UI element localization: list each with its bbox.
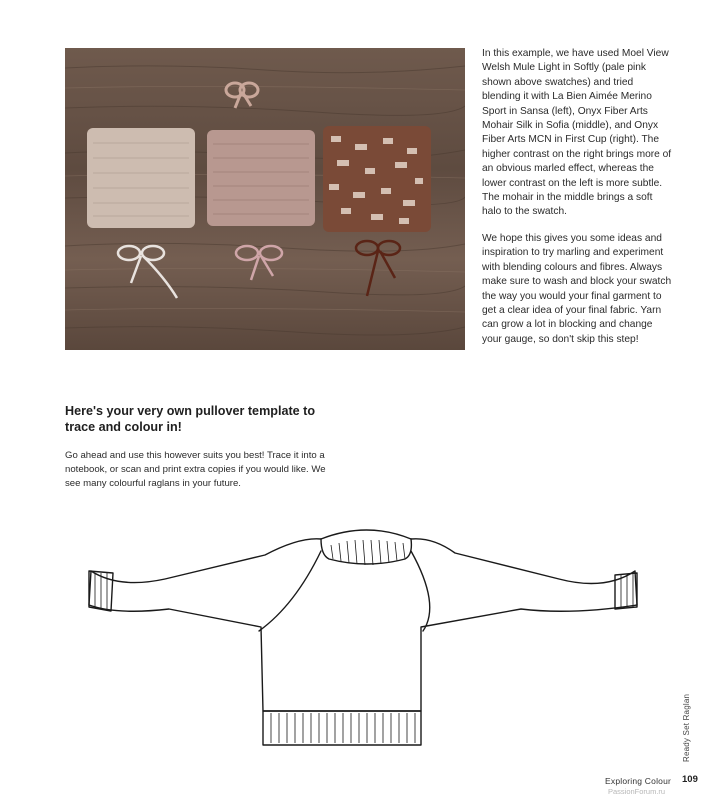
- swatches-photo: [65, 48, 465, 350]
- yarn-bow-left: [118, 246, 177, 298]
- swatch-middle: [207, 130, 315, 226]
- footer-section-title: Exploring Colour: [605, 776, 672, 786]
- template-heading: Here's your very own pullover template to trace and colour in!: [65, 404, 316, 434]
- yarn-bow-middle: [236, 246, 282, 280]
- side-paragraph-2: We hope this gives you some ideas and inspiration to try marling and experiment with blending colours and fibres. Always make sure to wash and block your swatch the way you would your final garment to get a clear idea of your final fabric. Yarn can grow a lot in blocking and change your gauge, so don't skip this step!: [482, 232, 672, 345]
- template-intro: Go ahead and use this however suits you best! Trace it into a notebook, or scan and print extra copies if you would like. We see many colourful raglans in your future.: [65, 450, 326, 489]
- yarn-bow-right: [356, 241, 400, 296]
- side-paragraph-1: In this example, we have used Moel View Welsh Mule Light in Softly (pale pink shown above swatches) and tried blending it with La Bien Aimée Merino Sport in Sansa (left), Onyx Fiber Arts Mohair Silk in Sofia (middle), and Onyx Fiber Arts MCN in First Cup (right). The higher contrast on the right brings more of an obvious marled effect, whereas the lower contrast on the left is more subtle. The mohair in the middle brings a soft halo to the swatch.: [482, 48, 672, 218]
- watermark: PassionForum.ru: [608, 787, 666, 796]
- side-tab-book-title: Ready Set Raglan: [682, 693, 691, 762]
- pullover-template-drawing: [85, 515, 645, 765]
- side-column-text: [482, 47, 672, 359]
- swatches-illustration: [65, 48, 465, 350]
- swatch-left: [87, 128, 195, 228]
- page-number: 109: [682, 774, 698, 785]
- swatch-right: [323, 126, 431, 232]
